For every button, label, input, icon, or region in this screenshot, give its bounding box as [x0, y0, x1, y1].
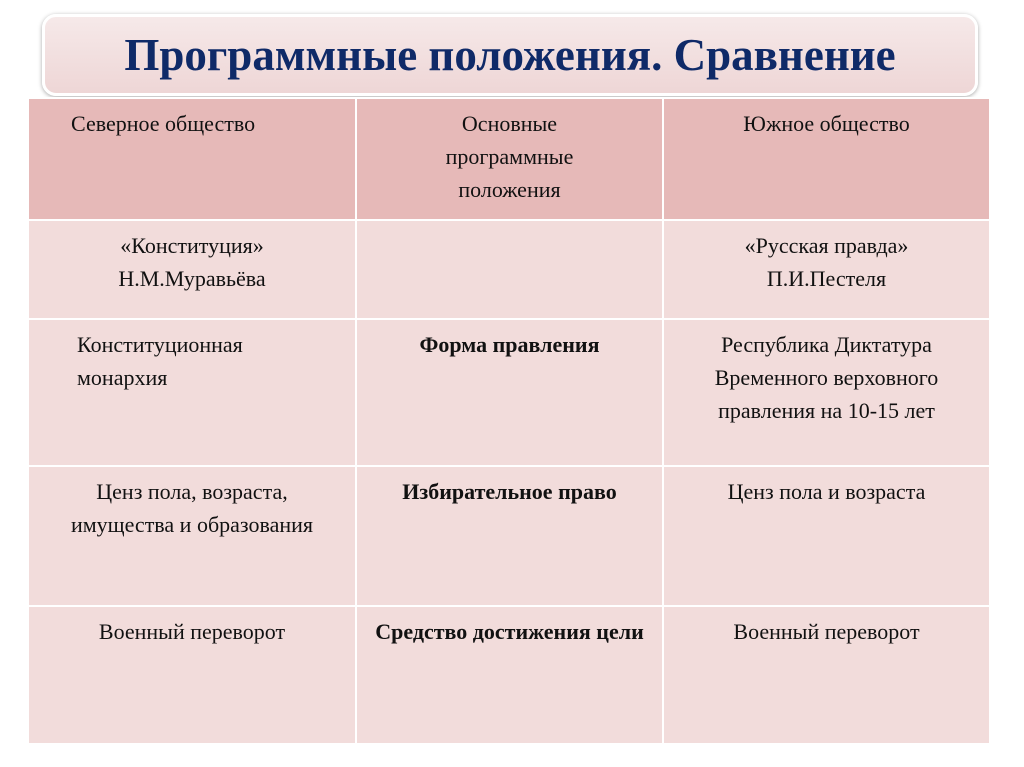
cell-north-text: Конституционная монархия: [77, 332, 243, 390]
cell-north-text: Ценз пола, возраста, имущества и образования: [70, 479, 313, 537]
header-topic: [356, 98, 663, 220]
cell-south: [663, 319, 990, 466]
cell-topic-text: Избирательное право: [402, 479, 617, 504]
cell-topic: [356, 466, 663, 606]
cell-topic: [356, 319, 663, 466]
cell-north: Военный переворот: [28, 606, 356, 744]
cell-north: [28, 466, 356, 606]
comparison-table: [27, 97, 991, 745]
cell-topic: [356, 220, 663, 319]
table-row: [28, 606, 990, 744]
cell-north-text: «Конституция» Н.М.Муравьёва: [118, 233, 266, 291]
cell-north: [28, 220, 356, 319]
table-header-row: [28, 98, 990, 220]
cell-south-text: «Русская правда» П.И.Пестеля: [744, 233, 909, 291]
cell-north: [28, 319, 356, 466]
table-row: [28, 319, 990, 466]
cell-south: Военный переворот: [663, 606, 990, 744]
header-north: Северное общество: [28, 98, 356, 220]
cell-topic: [356, 606, 663, 744]
cell-south: [663, 220, 990, 319]
page-title: Программные положения. Сравнение: [124, 30, 896, 80]
cell-south: Ценз пола и возраста: [663, 466, 990, 606]
table-row: [28, 220, 990, 319]
table-row: [28, 466, 990, 606]
title-banner: [42, 14, 978, 96]
header-topic-text: Основные программные положения: [445, 111, 574, 202]
cell-topic-text: Форма правления: [419, 332, 600, 357]
header-south: Южное общество: [663, 98, 990, 220]
cell-south-text: Республика Диктатура Временного верховного правления на 10-15 лет: [714, 332, 939, 423]
cell-topic-text: Средство достижения цели: [375, 619, 644, 644]
